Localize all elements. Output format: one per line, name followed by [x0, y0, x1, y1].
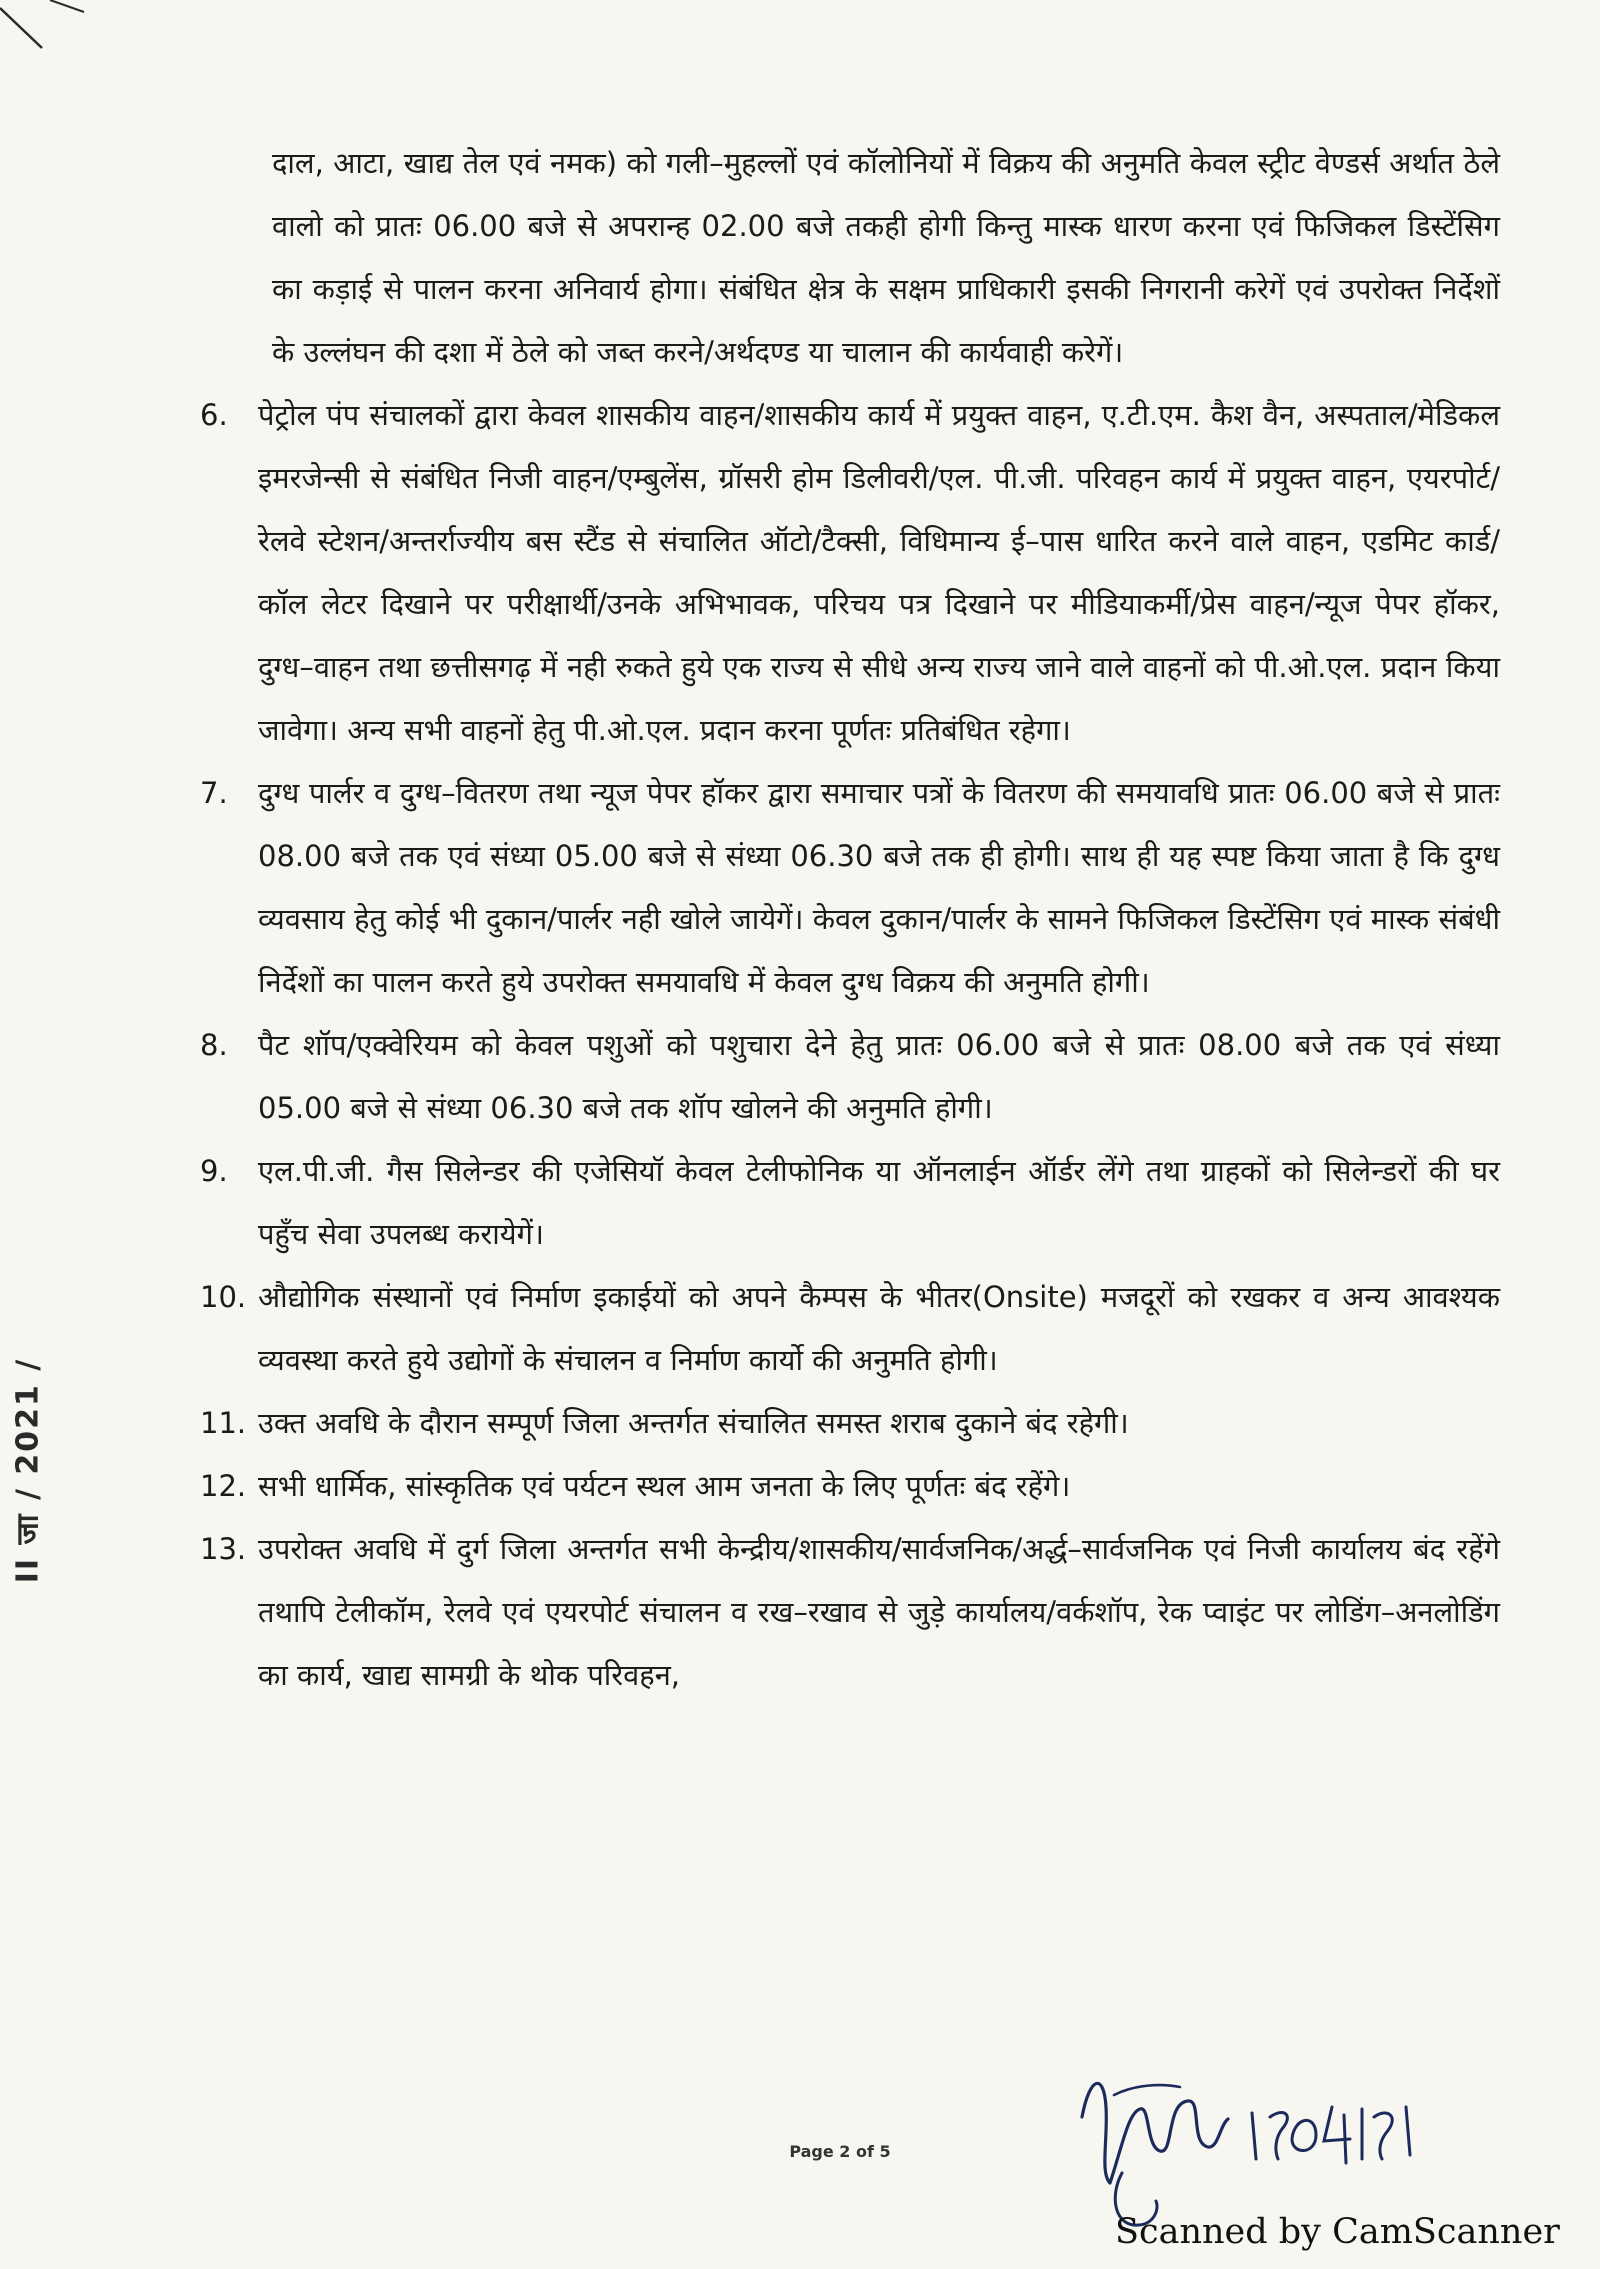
- clause-text: दुग्ध पार्लर व दुग्ध–वितरण तथा न्यूज पेपर हॉकर द्वारा समाचार पत्रों के वितरण की समयावधि प्रातः 06.00 बजे से प्रातः 08.00 बजे तक एवं संध्या 05.00 बजे से संध्या 06.30 बजे तक ही होगी। साथ ही यह स्पष्ट किया जाता है कि दुग्ध व्यवसाय हेतु कोई भी दुकान/पार्लर नही खोले जायेगें। केवल दुकान/पार्लर के सामने फिजिकल डिस्टेंसिग एवं मास्क संबंधी निर्देशों का पालन करते हुये उपरोक्त समयावधि में केवल दुग्ध विक्रय की अनुमति होगी।: [258, 776, 1500, 999]
- clause-7: [200, 762, 1500, 1014]
- clause-8: [200, 1014, 1500, 1140]
- clause-number: 13.: [200, 1532, 247, 1566]
- page-number-label: Page 2 of 5: [789, 2142, 891, 2161]
- document-body: [200, 132, 1500, 1707]
- margin-stamp: [4, 1290, 48, 1650]
- clause-10: [200, 1266, 1500, 1392]
- clause-text: उपरोक्त अवधि में दुर्ग जिला अन्तर्गत सभी केन्द्रीय/शासकीय/सार्वजनिक/अर्द्ध–सार्वजनिक एवं निजी कार्यालय बंद रहेंगे तथापि टेलीकॉम, रेलवे एवं एयरपोर्ट संचालन व रख–रखाव से जुड़े कार्यालय/वर्कशॉप, रेक प्वाइंट पर लोडिंग–अनलोडिंग का कार्य, खाद्य सामग्री के थोक परिवहन,: [258, 1532, 1500, 1692]
- clause-number: 7.: [200, 776, 228, 810]
- clause-text: पैट शॉप/एक्वेरियम को केवल पशुओं को पशुचारा देने हेतु प्रातः 06.00 बजे से प्रातः 08.00 बजे तक एवं संध्या 05.00 बजे से संध्या 06.30 बजे तक शॉप खोलने की अनुमति होगी।: [258, 1028, 1500, 1125]
- clause-text: उक्त अवधि के दौरान सम्पूर्ण जिला अन्तर्गत संचालित समस्त शराब दुकाने बंद रहेगी।: [258, 1406, 1129, 1440]
- clause-13: [200, 1518, 1500, 1707]
- clause-number: 6.: [200, 398, 228, 432]
- intro-paragraph: दाल, आटा, खाद्य तेल एवं नमक) को गली–मुहल्लों एवं कॉलोनियों में विक्रय की अनुमति केवल स्ट्रीट वेण्डर्स अर्थात ठेले वालो को प्रातः 06.00 बजे से अपरान्ह 02.00 बजे तकही होगी किन्तु मास्क धारण करना एवं फिजिकल डिस्टेंसिग का कड़ाई से पालन करना अनिवार्य होगा। संबंधित क्षेत्र के सक्षम प्राधिकारी इसकी निगरानी करेगें एवं उपरोक्त निर्देशों के उल्लंघन की दशा में ठेले को जब्त करने/अर्थदण्ड या चालान की कार्यवाही करेगें।: [272, 146, 1500, 369]
- clause-number: 12.: [200, 1469, 247, 1503]
- corner-fold-mark: [0, 0, 90, 90]
- clause-12: [200, 1455, 1500, 1518]
- handwritten-signature: [1070, 2055, 1430, 2235]
- clause-6: [200, 384, 1500, 762]
- clause-text: औद्योगिक संस्थानों एवं निर्माण इकाईयों को अपने कैम्पस के भीतर(Onsite) मजदूरों को रखकर व अन्य आवश्यक व्यवस्था करते हुये उद्योगों के संचालन व निर्माण कार्यो की अनुमति होगी।: [258, 1280, 1500, 1377]
- clause-text: एल.पी.जी. गैस सिलेन्डर की एजेसियॉ केवल टेलीफोनिक या ऑनलाईन ऑर्डर लेंगे तथा ग्राहकों को सिलेन्डरों की घर पहुँच सेवा उपलब्ध करायेगें।: [258, 1154, 1500, 1251]
- clause-11: [200, 1392, 1500, 1455]
- clause-text: सभी धार्मिक, सांस्कृतिक एवं पर्यटन स्थल आम जनता के लिए पूर्णतः बंद रहेंगे।: [258, 1469, 1071, 1503]
- clause-number: 9.: [200, 1154, 228, 1188]
- clause-number: 10.: [200, 1280, 247, 1314]
- clause-9: [200, 1140, 1500, 1266]
- clause-number: 11.: [200, 1406, 247, 1440]
- scanner-watermark: Scanned by CamScanner: [1115, 2212, 1560, 2252]
- clause-number: 8.: [200, 1028, 228, 1062]
- margin-stamp-text: II जा / 2021 /: [10, 1357, 46, 1583]
- clause-text: पेट्रोल पंप संचालकों द्वारा केवल शासकीय वाहन/शासकीय कार्य में प्रयुक्त वाहन, ए.टी.एम. कैश वैन, अस्पताल/मेडिकल इमरजेन्सी से संबंधित निजी वाहन/एम्बुलेंस, ग्रॉसरी होम डिलीवरी/एल. पी.जी. परिवहन कार्य में प्रयुक्त वाहन, एयरपोर्ट/रेलवे स्टेशन/अन्तर्राज्यीय बस स्टैंड से संचालित ऑटो/टैक्सी, विधिमान्य ई–पास धारित करने वाले वाहन, एडमिट कार्ड/कॉल लेटर दिखाने पर परीक्षार्थी/उनके अभिभावक, परिचय पत्र दिखाने पर मीडियाकर्मी/प्रेस वाहन/न्यूज पेपर हॉकर, दुग्ध–वाहन तथा छत्तीसगढ़ में नही रुकते हुये एक राज्य से सीधे अन्य राज्य जाने वाले वाहनों को पी.ओ.एल. प्रदान किया जावेगा। अन्य सभी वाहनों हेतु पी.ओ.एल. प्रदान करना पूर्णतः प्रतिबंधित रहेगा।: [258, 398, 1500, 747]
